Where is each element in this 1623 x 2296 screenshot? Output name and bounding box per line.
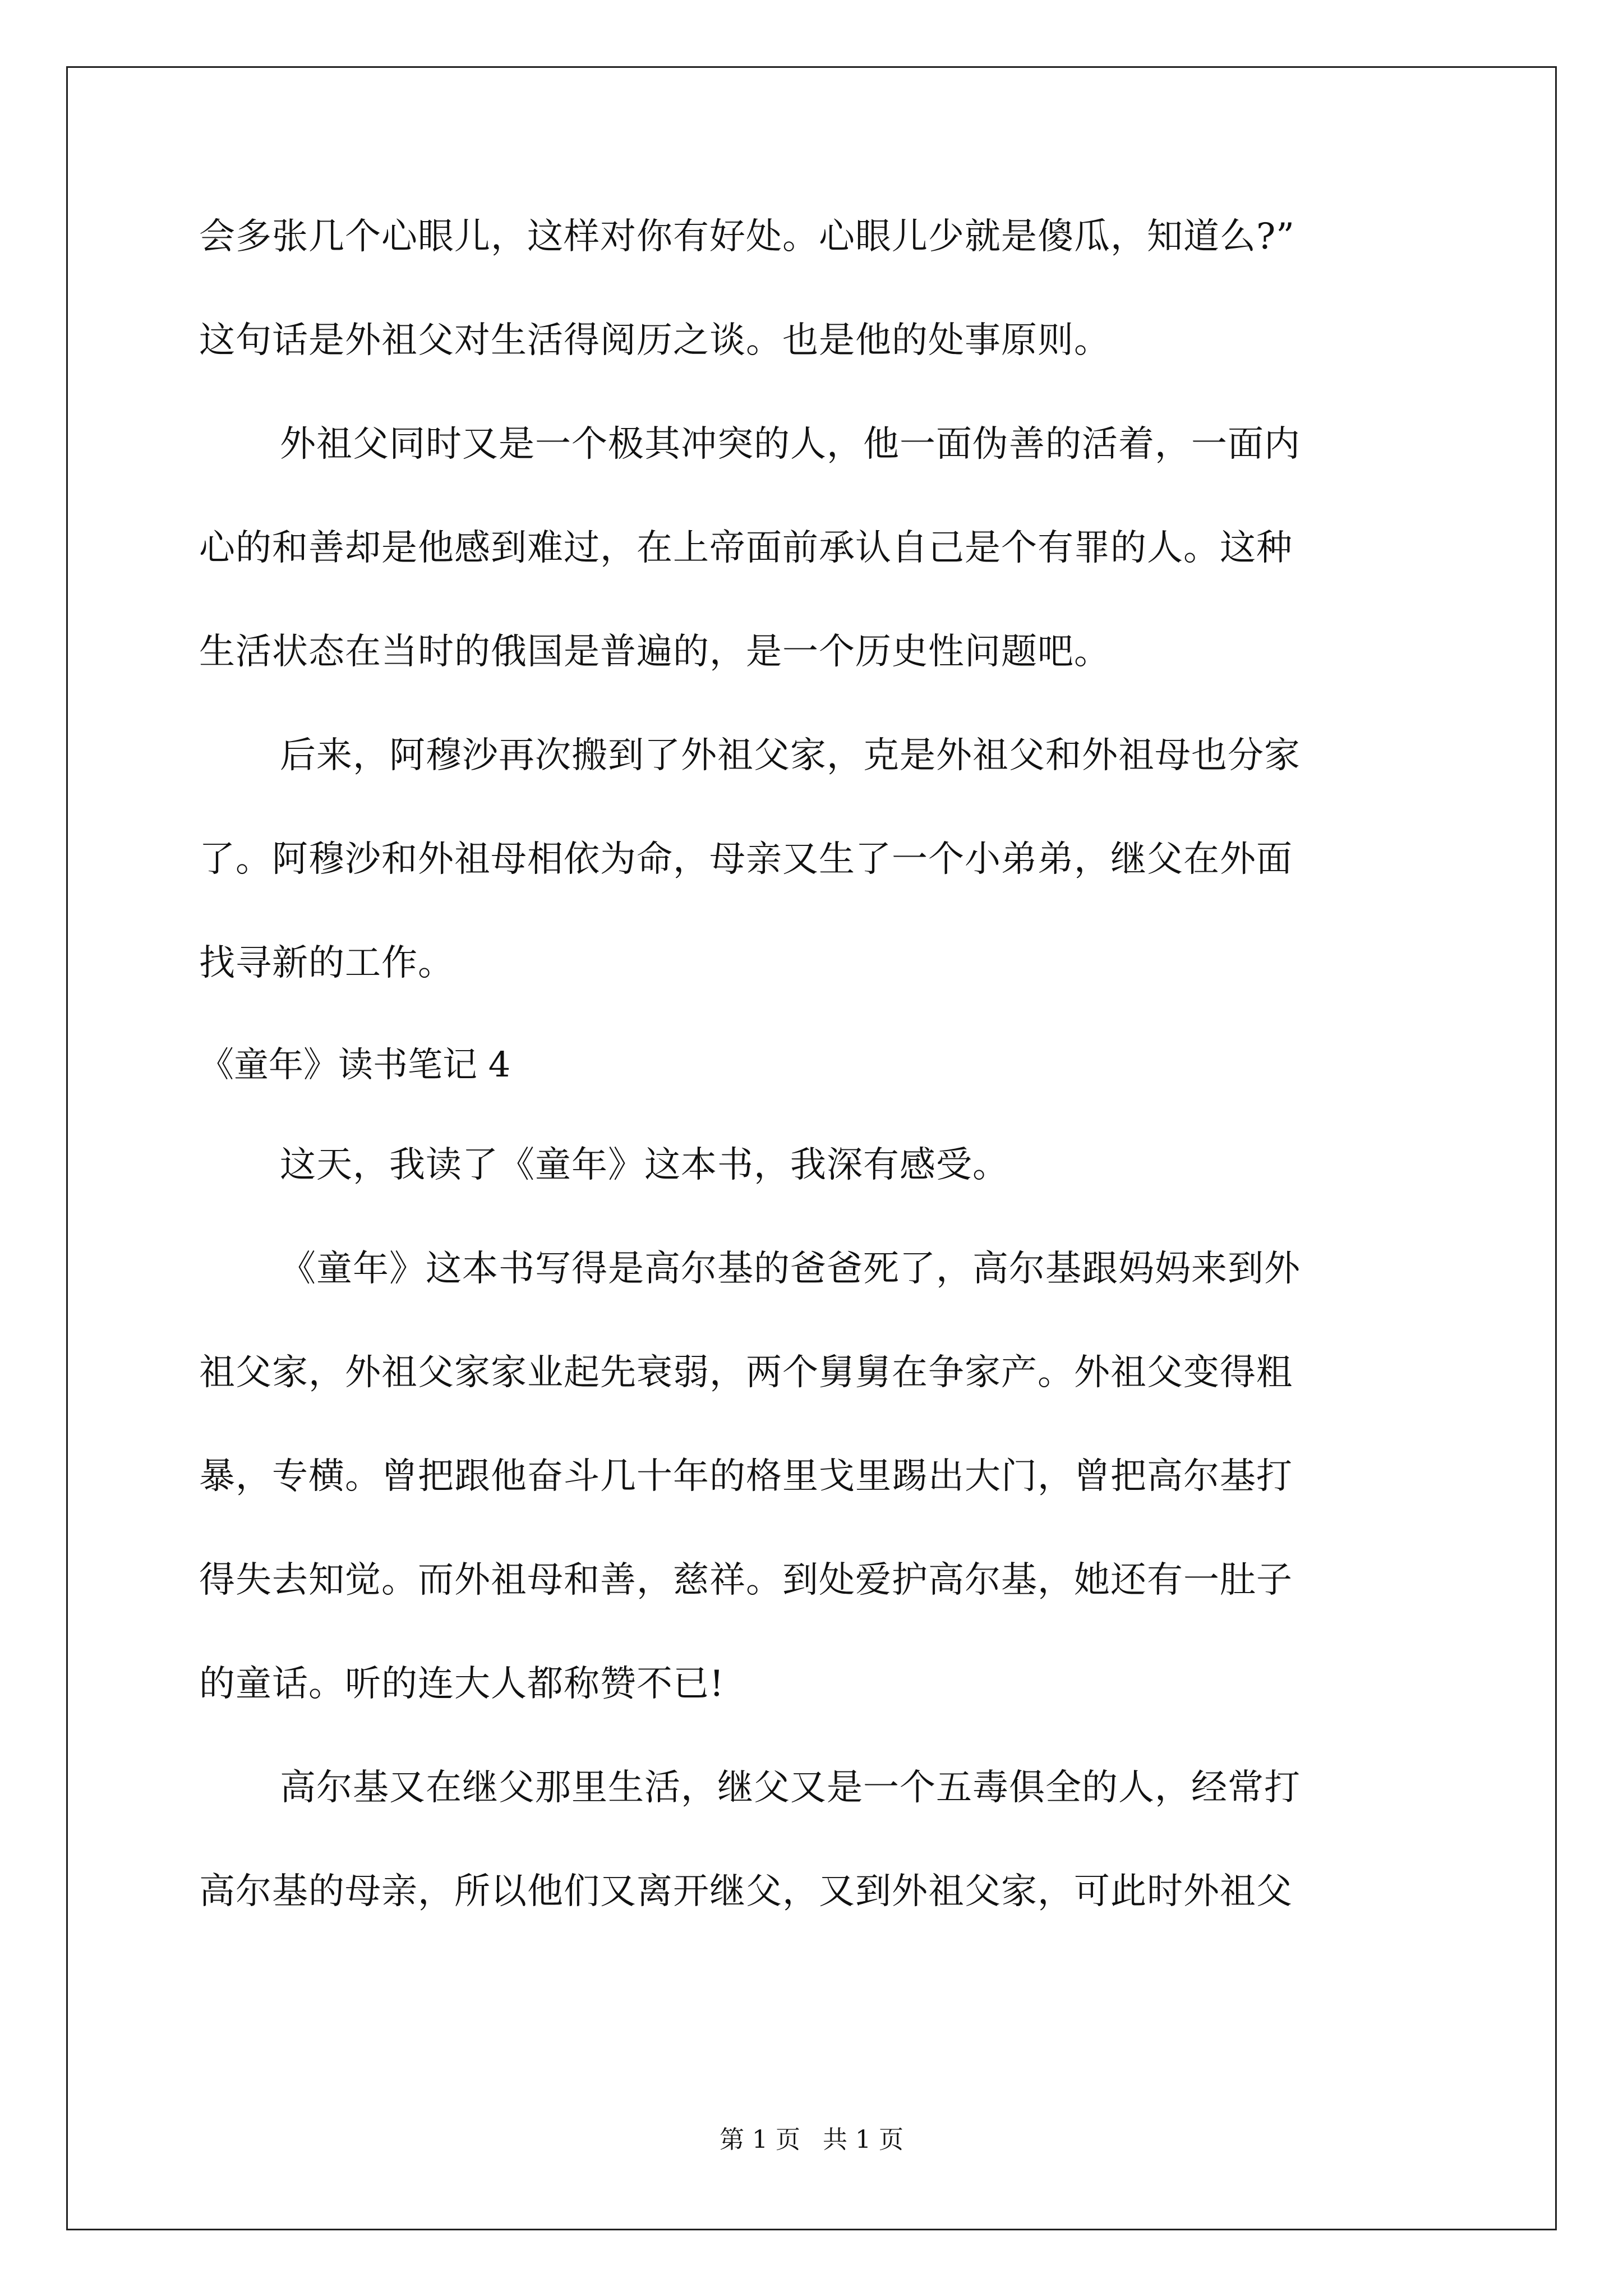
text-line: 找寻新的工作。 bbox=[199, 942, 454, 984]
section-heading: 《童年》读书笔记 4 bbox=[199, 1044, 511, 1085]
text-line: 祖父家，外祖父家家业起先衰弱，两个舅舅在争家产。外祖父变得粗 bbox=[199, 1352, 1293, 1393]
page-number: 第 1 页 bbox=[720, 2125, 800, 2154]
paragraph-start: 这天，我读了《童年》这本书，我深有感受。 bbox=[280, 1144, 1009, 1186]
paragraph-start: 高尔基又在继父那里生活，继父又是一个五毒俱全的人，经常打 bbox=[280, 1767, 1301, 1809]
paragraph-start: 外祖父同时又是一个极其冲突的人，他一面伪善的活着，一面内 bbox=[280, 424, 1301, 465]
text-line: 这句话是外祖父对生活得阅历之谈。也是他的处事原则。 bbox=[199, 320, 1110, 361]
text-line: 暴，专横。曾把跟他奋斗几十年的格里戈里踢出大门，曾把高尔基打 bbox=[199, 1456, 1293, 1497]
text-line: 得失去知觉。而外祖母和善，慈祥。到处爱护高尔基，她还有一肚子 bbox=[199, 1559, 1293, 1601]
paragraph-start: 后来，阿穆沙再次搬到了外祖父家，克是外祖父和外祖母也分家 bbox=[280, 735, 1301, 776]
text-line: 高尔基的母亲，所以他们又离开继父，又到外祖父家，可此时外祖父 bbox=[199, 1871, 1293, 1912]
text-line: 生活状态在当时的俄国是普遍的，是一个历史性问题吧。 bbox=[199, 631, 1110, 673]
text-line: 会多张几个心眼儿，这样对你有好处。心眼儿少就是傻瓜，知道么?” bbox=[199, 216, 1295, 257]
text-line: 的童话。听的连大人都称赞不已! bbox=[199, 1663, 725, 1705]
paragraph-start: 《童年》这本书写得是高尔基的爸爸死了，高尔基跟妈妈来到外 bbox=[280, 1248, 1301, 1290]
page-footer bbox=[0, 2119, 1623, 2155]
page-total: 共 1 页 bbox=[823, 2125, 903, 2154]
text-line: 了。阿穆沙和外祖母相依为命，母亲又生了一个小弟弟，继父在外面 bbox=[199, 839, 1293, 880]
document-body bbox=[199, 185, 1433, 1944]
text-line: 心的和善却是他感到难过，在上帝面前承认自己是个有罪的人。这种 bbox=[199, 527, 1293, 569]
